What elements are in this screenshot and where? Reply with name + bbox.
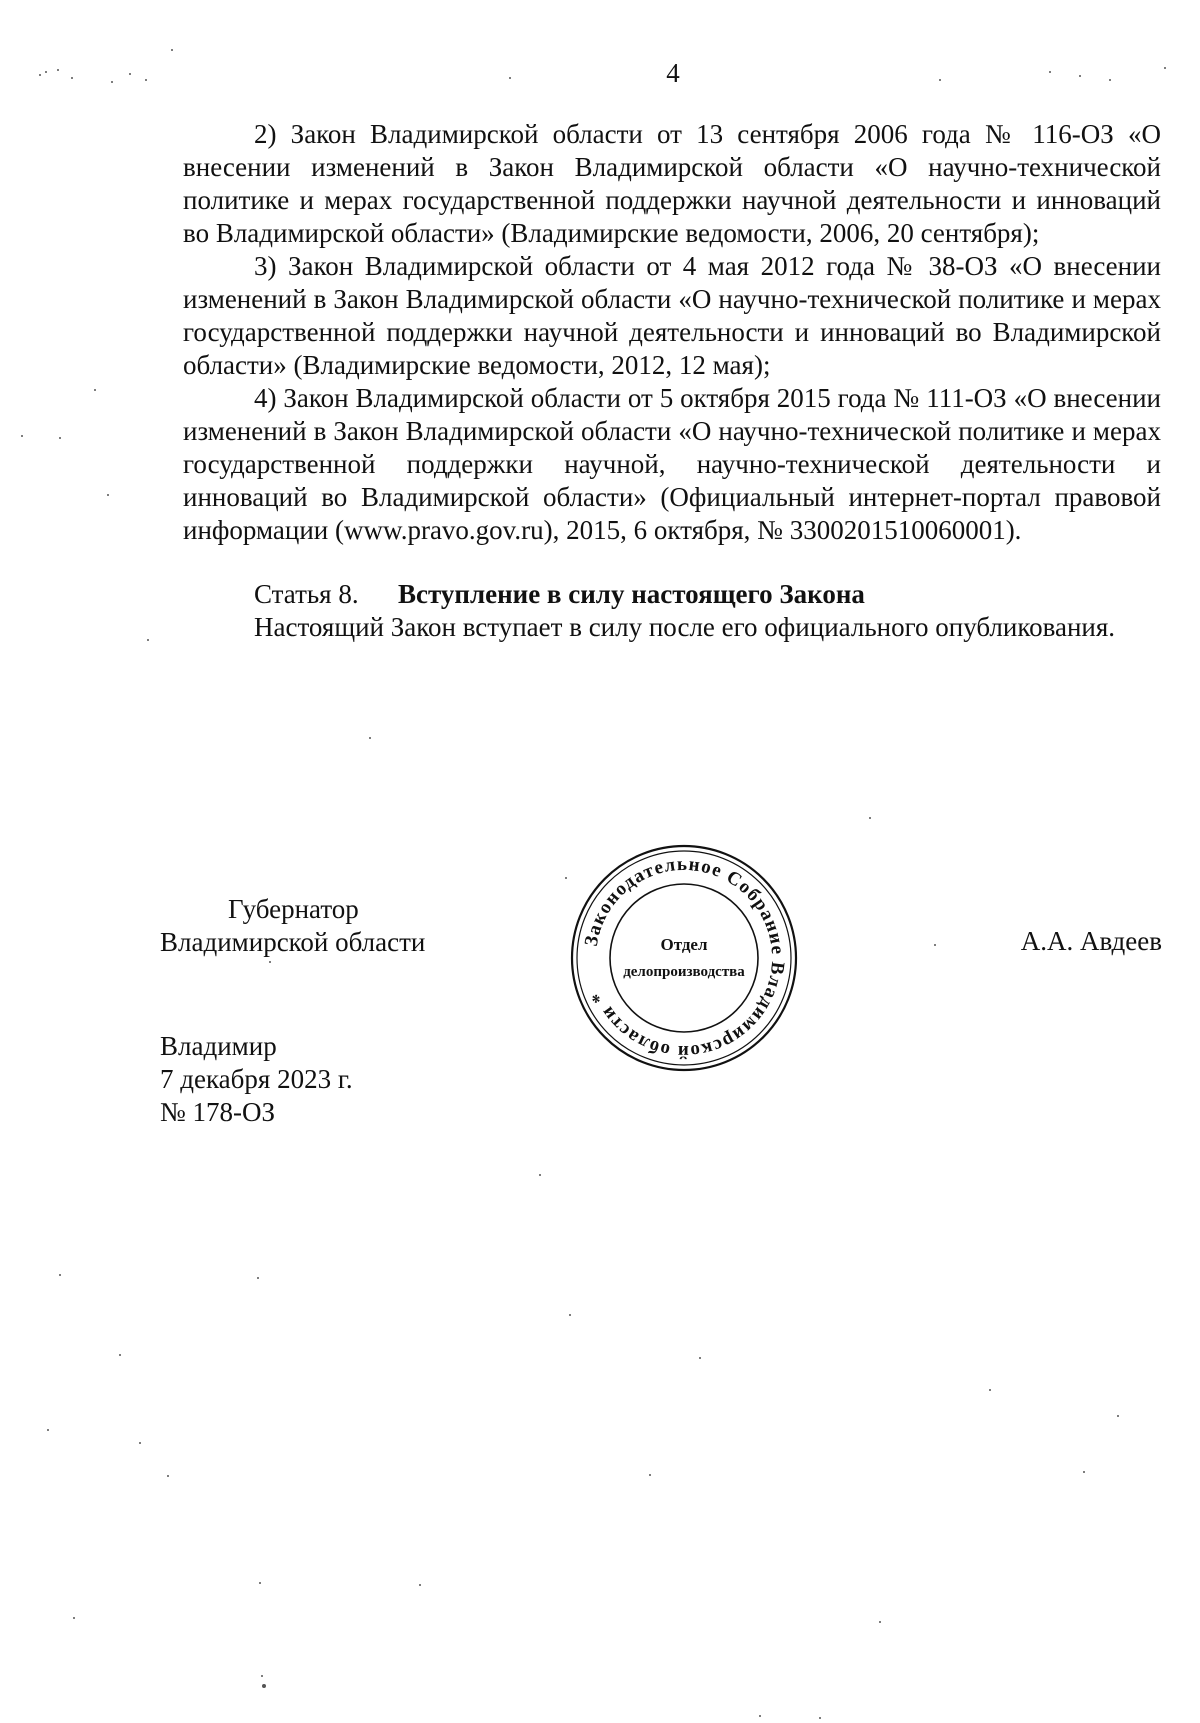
page-number: 4 (666, 58, 680, 88)
document-number: № 178-ОЗ (160, 1097, 276, 1127)
article-text: Настоящий Закон вступает в силу после его официального опубликования. (254, 612, 1116, 642)
signer-title-line1: Губернатор (228, 894, 359, 924)
article-number: Статья 8. (254, 579, 359, 609)
article-title: Вступление в силу настоящего Закона (398, 579, 865, 609)
document-body (183, 118, 1161, 644)
article-heading (183, 578, 1161, 611)
paragraph-item-2: 2) Закон Владимирской области от 13 сентября 2006 года № 116-ОЗ «О внесении изменений в Закон Владимирской области «О научно-технической политике и мерах государственной поддержки научной деятельности и инноваций во Владимирской области» (Владимирские ведомости, 2006, 20 сентября); (183, 119, 1161, 248)
signer-title (160, 893, 425, 959)
paragraph-item-3: 3) Закон Владимирской области от 4 мая 2012 года № 38-ОЗ «О внесении изменений в Закон Владимирской области «О научно-технической политике и мерах государственной поддержки научной деятельности и инноваций во Владимирской области» (Владимирские ведомости, 2012, 12 мая); (183, 251, 1161, 380)
paragraph-item-4: 4) Закон Владимирской области от 5 октября 2015 года № 111-ОЗ «О внесении изменений в Закон Владимирской области «О научно-технической политике и мерах государственной поддержки научной, научно-технической деятельности и инноваций во Владимирской области» (Официальный интернет-портал правовой информации (www.pravo.gov.ru), 2015, 6 октября, № 3300201510060001). (183, 383, 1161, 545)
place-city: Владимир (160, 1031, 277, 1061)
document-date: 7 декабря 2023 г. (160, 1064, 353, 1094)
stamp-center-line2: делопроизводства (623, 964, 745, 980)
place-date-block (160, 1030, 353, 1129)
stamp-center-line1: Отдел (660, 935, 708, 954)
stamp-ring-text: Законодательное Собрание Владимирской области * (580, 853, 789, 1063)
official-stamp (568, 842, 800, 1074)
signer-title-line2: Владимирской области (160, 927, 426, 957)
signer-name: А.А. Авдеев (1020, 926, 1162, 956)
article-8 (183, 578, 1161, 644)
